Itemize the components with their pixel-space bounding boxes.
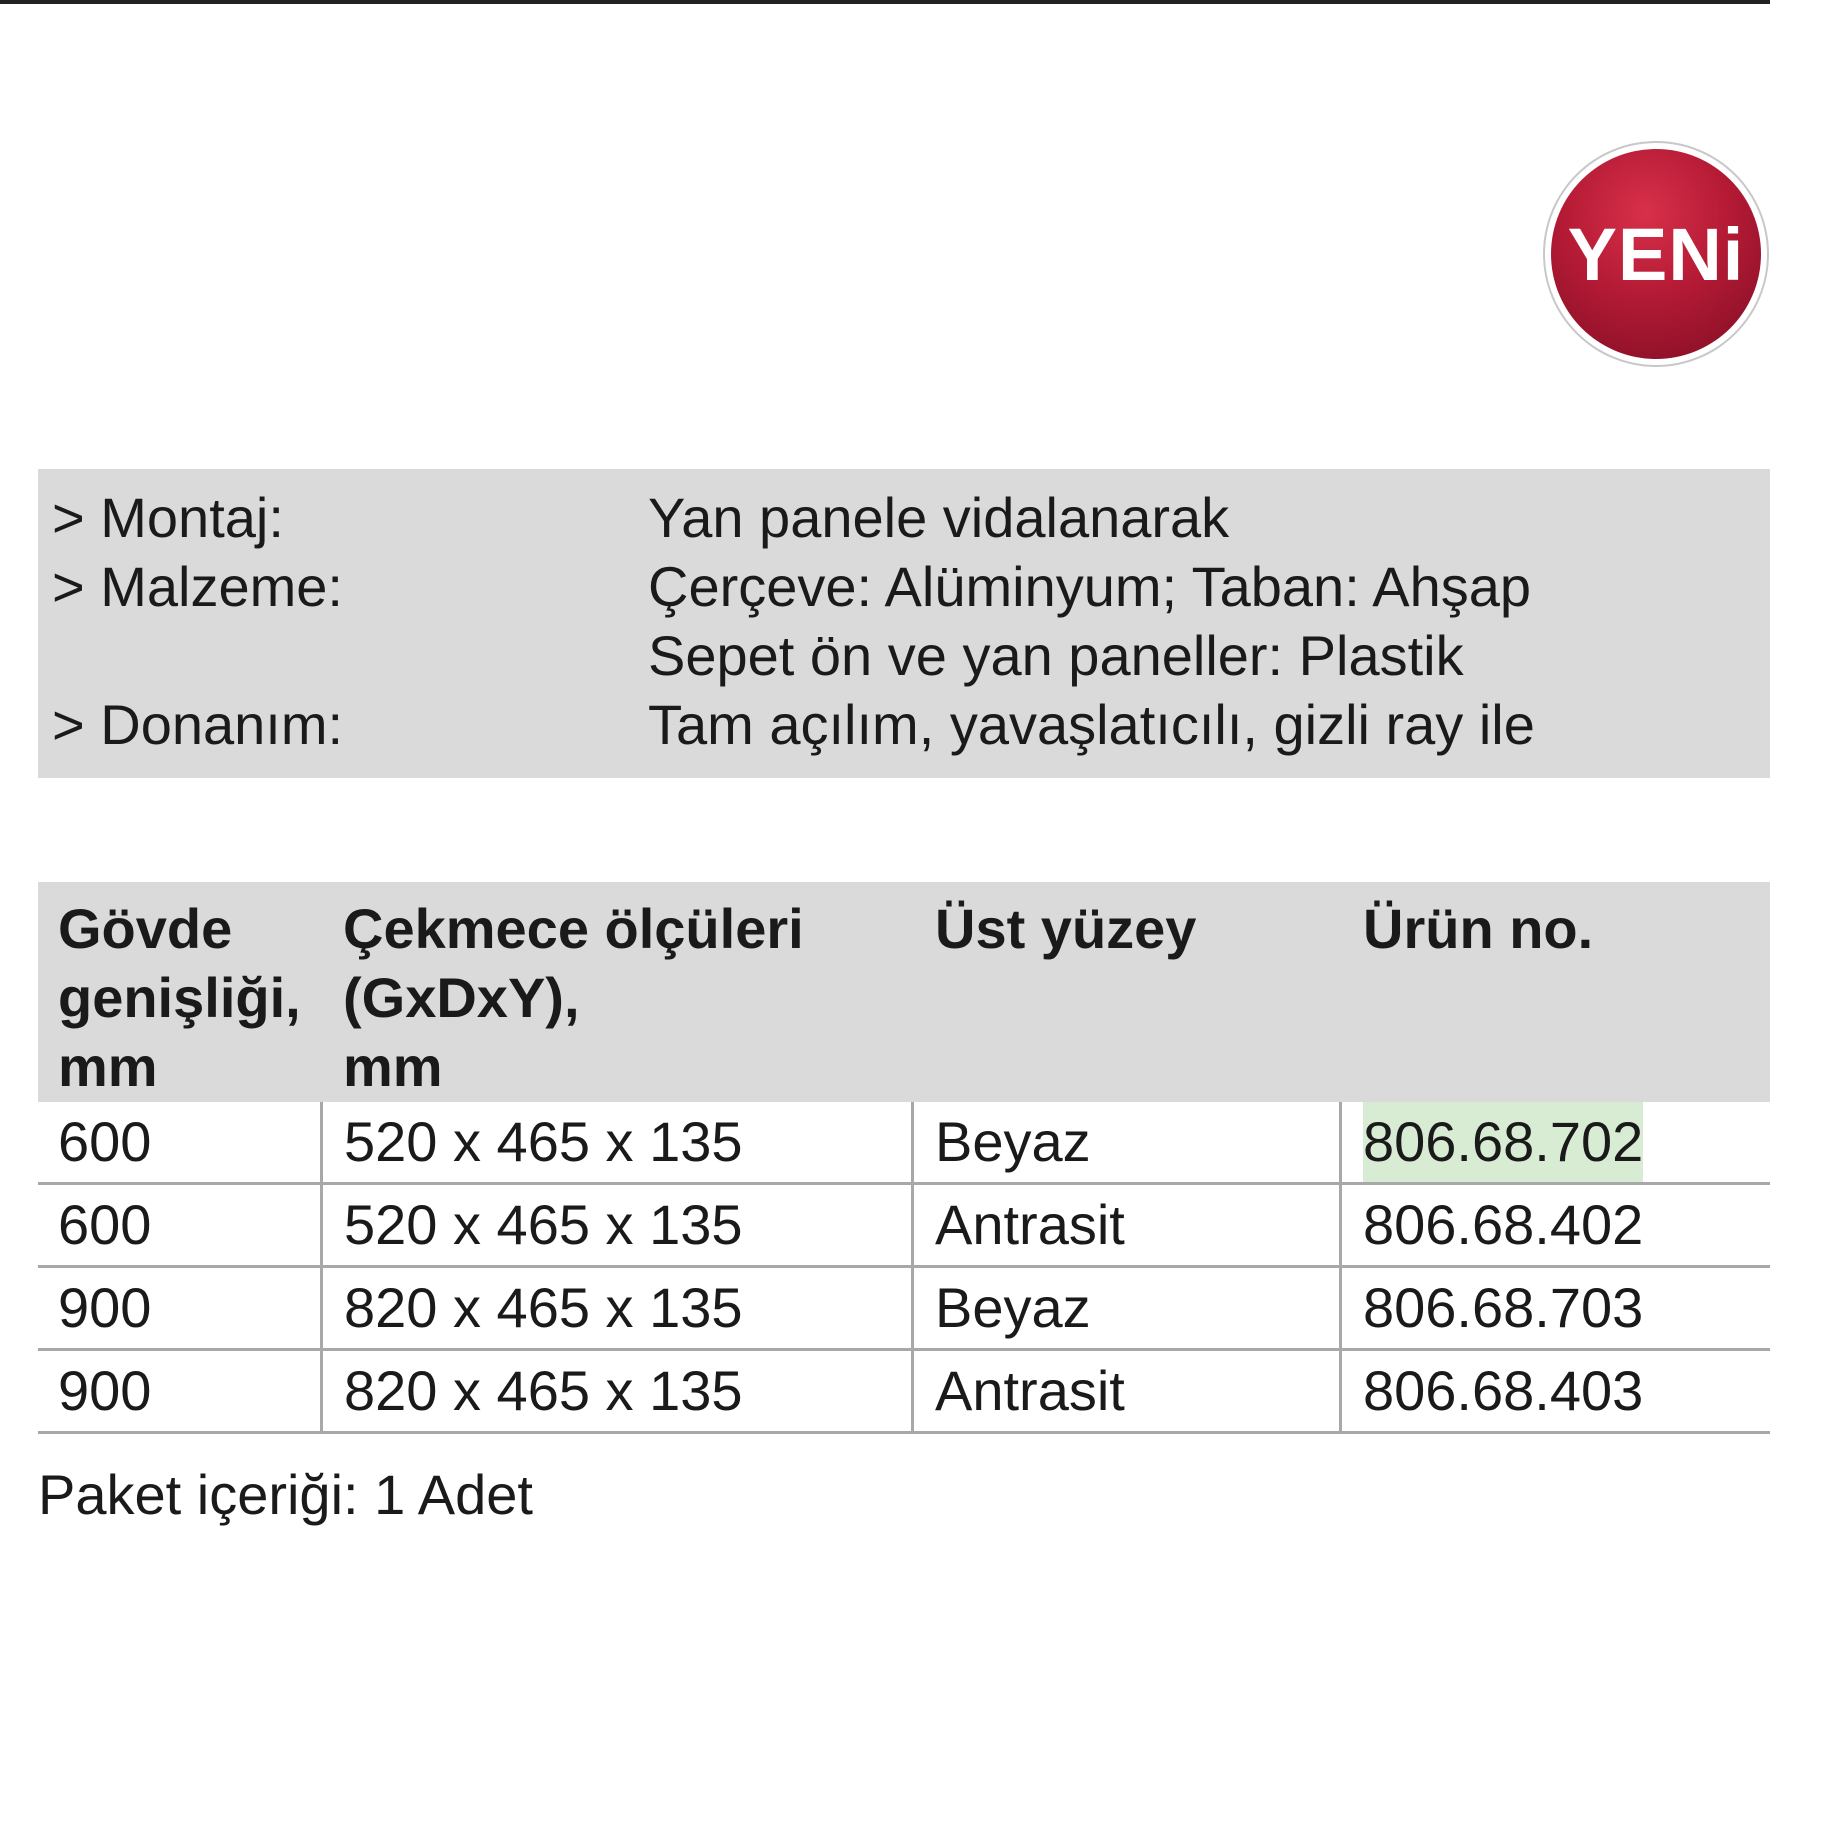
cell-drawer-dimensions: 520 x 465 x 135 — [344, 1110, 743, 1173]
spec-row-donanim — [52, 690, 1752, 759]
new-badge-text: YENi — [1567, 212, 1745, 296]
cell-drawer-dimensions: 820 x 465 x 135 — [344, 1359, 743, 1422]
cell-drawer-dimensions: 820 x 465 x 135 — [344, 1276, 743, 1339]
spec-row-malzeme-continued — [52, 621, 1752, 690]
cell-top-surface: Beyaz — [935, 1276, 1091, 1339]
cell-body-width: 900 — [58, 1276, 152, 1339]
spec-label: > Montaj: — [52, 486, 284, 549]
cell-body-width: 600 — [58, 1110, 152, 1173]
table-row — [38, 1351, 1770, 1434]
header-body-width: Gövde genişliği, mm — [58, 897, 301, 1098]
table-header — [38, 882, 1770, 1102]
new-badge-circle — [1551, 149, 1761, 359]
cell-drawer-dimensions: 520 x 465 x 135 — [344, 1193, 743, 1256]
package-contents-note: Paket içeriği: 1 Adet — [38, 1463, 533, 1526]
cell-body-width: 900 — [58, 1359, 152, 1422]
cell-top-surface: Beyaz — [935, 1110, 1091, 1173]
header-top-surface: Üst yüzey — [935, 897, 1197, 960]
header-product-no: Ürün no. — [1363, 897, 1594, 960]
spec-label: > Malzeme: — [52, 555, 343, 618]
header-drawer-dimensions: Çekmece ölçüleri (GxDxY), mm — [343, 897, 804, 1098]
spec-value: Sepet ön ve yan paneller: Plastik — [648, 624, 1464, 687]
spec-value: Çerçeve: Alüminyum; Taban: Ahşap — [648, 555, 1532, 618]
table-row — [38, 1268, 1770, 1351]
cell-product-no: 806.68.402 — [1363, 1193, 1644, 1256]
spec-value: Yan panele vidalanarak — [648, 486, 1230, 549]
cell-body-width: 600 — [58, 1193, 152, 1256]
spec-box — [38, 469, 1770, 778]
cell-product-no: 806.68.703 — [1363, 1276, 1644, 1339]
cell-product-no-highlighted: 806.68.702 — [1363, 1102, 1643, 1182]
cell-top-surface: Antrasit — [935, 1359, 1125, 1422]
top-rule — [0, 0, 1770, 4]
product-table — [38, 882, 1770, 1434]
cell-top-surface: Antrasit — [935, 1193, 1125, 1256]
table-row — [38, 1185, 1770, 1268]
spec-value: Tam açılım, yavaşlatıcılı, gizli ray ile — [648, 693, 1535, 756]
new-badge — [1545, 143, 1767, 365]
spec-row-malzeme — [52, 552, 1752, 621]
cell-product-no: 806.68.403 — [1363, 1359, 1644, 1422]
table-row — [38, 1102, 1770, 1185]
spec-label: > Donanım: — [52, 693, 344, 756]
spec-row-montaj — [52, 483, 1752, 552]
